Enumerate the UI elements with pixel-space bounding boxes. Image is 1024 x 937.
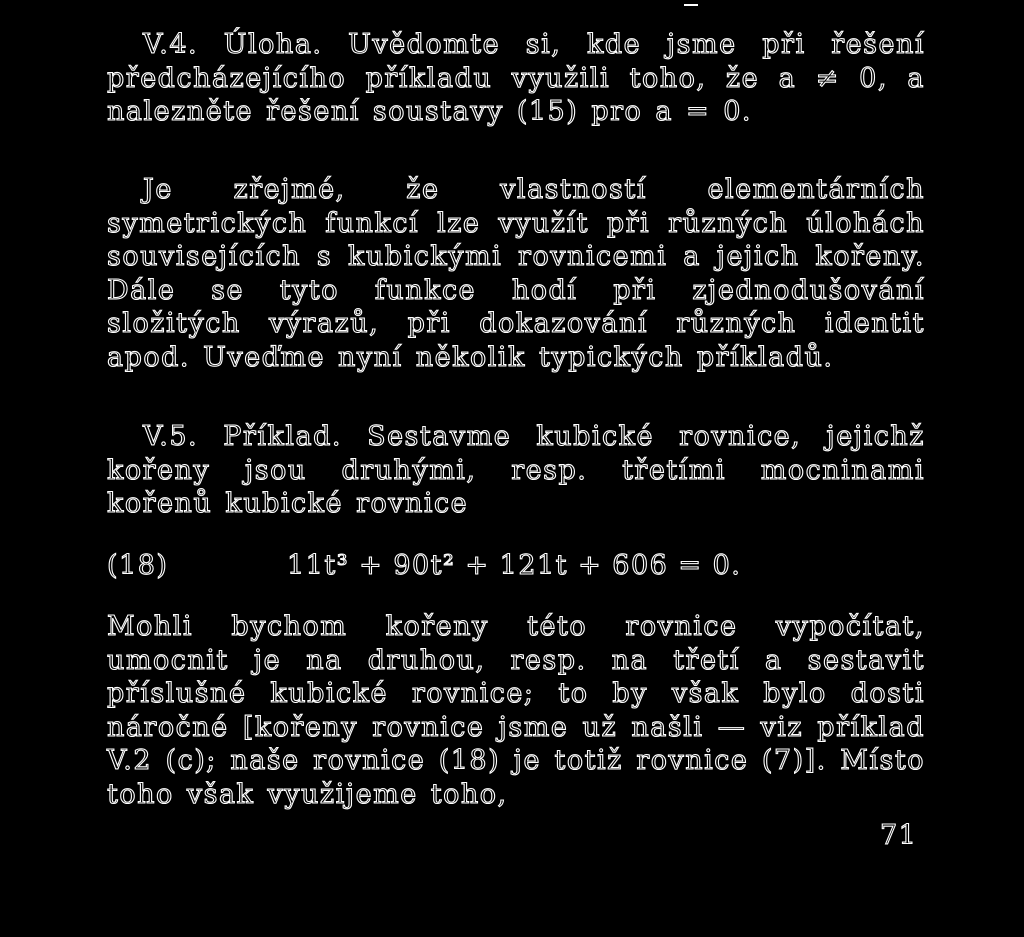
final-paragraph: Mohli bychom kořeny této rovnice vypočítat, umocnit je na druhou, resp. na třetí a sestavit příslušné kubické rovnice; to by však bylo dosti náročné [kořeny rovnice jsme už našli — viz příklad V.2 (c); naše rovnice (18) je totiž rovnice (7)]. Místo toho však využijeme toho, [107, 611, 925, 810]
exercise-v4-paragraph: V.4. Úloha. Uvědomte si, kde jsme při řešení předcházejícího příkladu využili toho, že a ≠ 0, a nalezněte řešení soustavy (15) pro a = 0. [107, 29, 925, 127]
equation-formula: 11t³ + 90t² + 121t + 606 = 0. [287, 550, 742, 581]
page-number: 71 [880, 820, 918, 851]
top-edge-mark [684, 0, 698, 6]
symmetric-functions-paragraph: Je zřejmé, že vlastností elementárních symetrických funkcí lze využít při různých úlohách souvisejících s kubickými rovnicemi a jejich kořeny. Dále se tyto funkce hodí při zjednodušování složitých výrazů, při dokazování různých identit apod. Uveďme nyní několik typických příkladů. [107, 174, 925, 373]
example-v5-paragraph: V.5. Příklad. Sestavme kubické rovnice, jejichž kořeny jsou druhými, resp. třetími mocninami kořenů kubické rovnice [107, 421, 925, 519]
equation-number: (18) [107, 550, 169, 581]
equation-18 [107, 549, 925, 585]
